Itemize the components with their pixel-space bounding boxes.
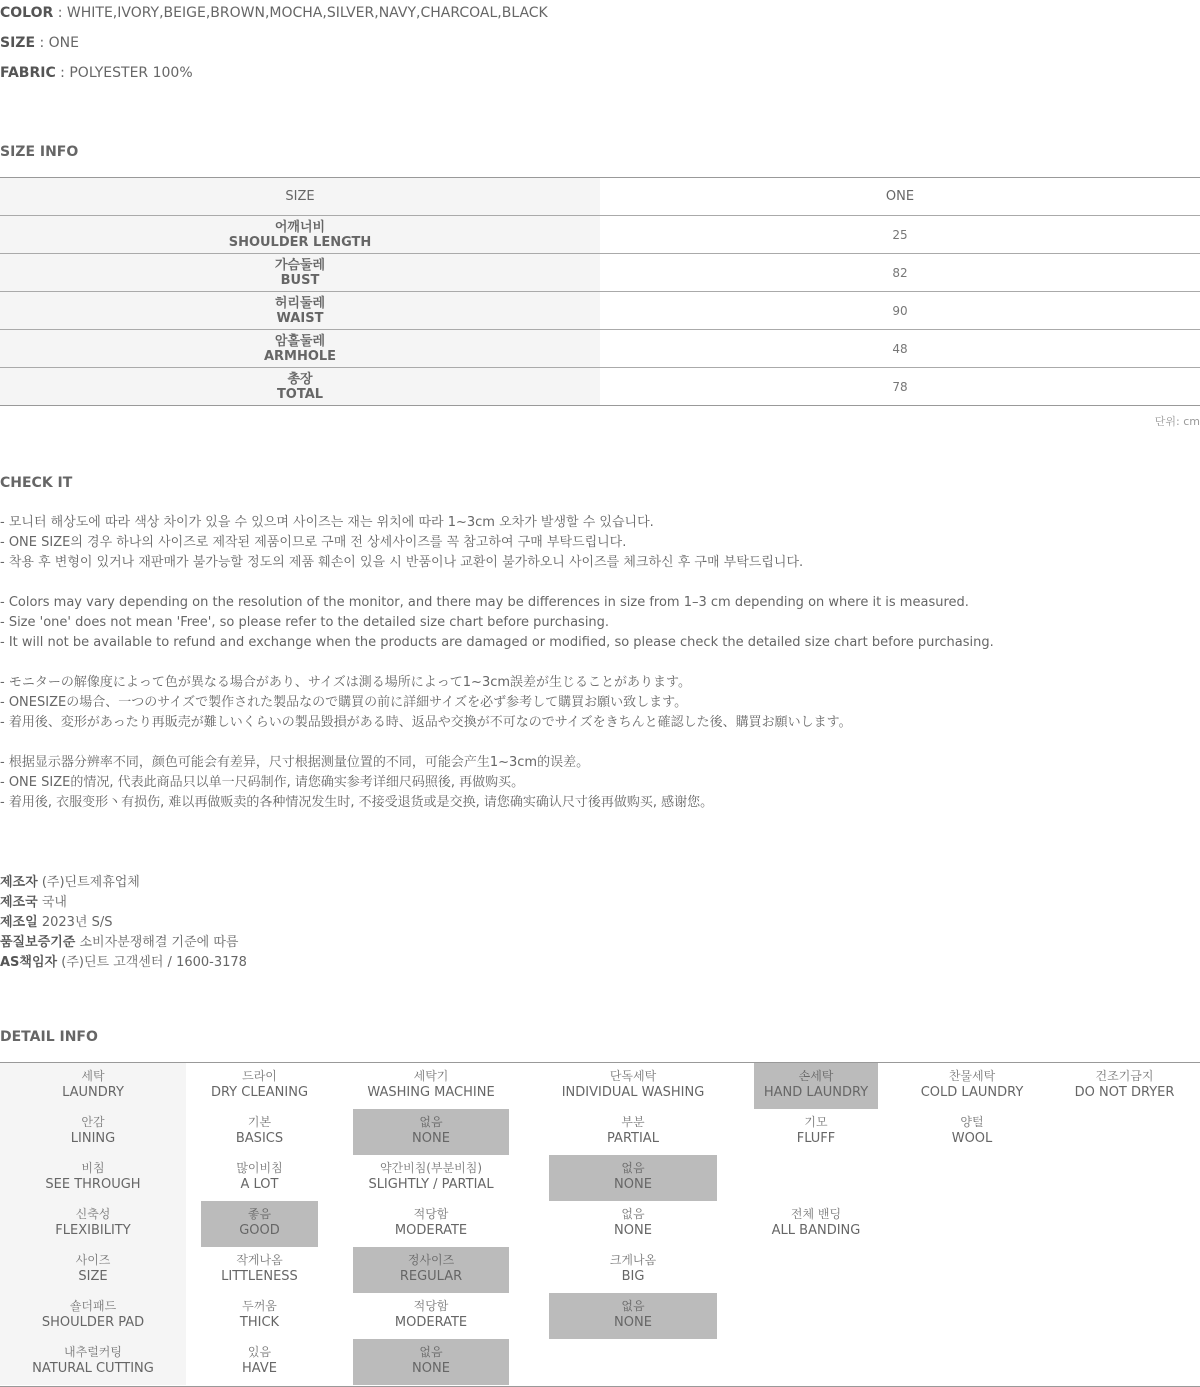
- detail-option-en: REGULAR: [399, 1269, 463, 1284]
- product-info: [0, 873, 247, 973]
- detail-option: [353, 1063, 509, 1109]
- detail-option-selected: [549, 1293, 717, 1339]
- product-info-value: (주)딘트 고객센터 / 1600-3178: [57, 955, 247, 970]
- detail-option-ko: 양털: [960, 1115, 984, 1129]
- measure-label-ko: 암홀둘레: [274, 333, 326, 349]
- note-line: - ONE SIZE의 경우 하나의 사이즈로 제작된 제품이므로 구매 전 상세사이즈를 꼭 참고하여 구매 부탁드립니다.: [0, 535, 627, 550]
- detail-head-ko: 숄더패드: [69, 1299, 117, 1313]
- detail-option-ko: 작게나옴: [236, 1253, 283, 1267]
- measure-label-ko: 가슴둘레: [274, 257, 326, 273]
- measure-label: [0, 216, 600, 254]
- detail-option-selected: [754, 1063, 878, 1109]
- detail-row-head: [0, 1155, 186, 1201]
- detail-option-en: DO NOT DRYER: [1074, 1085, 1175, 1100]
- detail-option-en: WOOL: [951, 1131, 993, 1146]
- measure-value: 90: [600, 292, 1200, 330]
- measure-label-ko: 어깨너비: [274, 219, 326, 235]
- detail-option-ko: 있음: [247, 1345, 272, 1359]
- detail-info-title: DETAIL INFO: [0, 1029, 98, 1045]
- size-header-right: ONE: [600, 178, 1200, 216]
- detail-option-en: A LOT: [240, 1177, 279, 1192]
- measure-value: 78: [892, 379, 908, 394]
- detail-option-en: GOOD: [239, 1223, 280, 1238]
- detail-option-ko: 부분: [621, 1115, 645, 1129]
- product-info-line: [0, 933, 247, 953]
- detail-option-selected: [201, 1201, 318, 1247]
- detail-option-ko: 정사이즈: [407, 1253, 455, 1267]
- product-info-line: [0, 953, 247, 973]
- product-info-value: 2023년 S/S: [37, 915, 113, 930]
- note-line: - 착용 후 변형이 있거나 재판매가 불가능할 정도의 제품 훼손이 있을 시 반품이나 교환이 불가하오니 사이즈를 체크하신 후 구매 부탁드립니다.: [0, 555, 804, 570]
- detail-option-ko: 적당함: [413, 1207, 449, 1221]
- detail-option-ko: 적당함: [413, 1299, 449, 1313]
- detail-info-table: [0, 1062, 1200, 1387]
- detail-head-en: FLEXIBILITY: [55, 1223, 131, 1238]
- detail-option-ko: 드라이: [242, 1069, 277, 1083]
- size-header-left: SIZE: [0, 178, 600, 216]
- measure-label-en: TOTAL: [276, 386, 324, 402]
- detail-row: [0, 1155, 1200, 1201]
- size-label: SIZE: [0, 35, 36, 51]
- detail-option: [353, 1293, 509, 1339]
- measure-label-en: BUST: [280, 272, 320, 288]
- fabric-spec: [0, 63, 193, 83]
- measure-label: [0, 292, 600, 330]
- detail-row-head: [0, 1201, 186, 1247]
- detail-option-en: ALL BANDING: [771, 1223, 861, 1238]
- detail-option-en: NONE: [614, 1315, 652, 1330]
- detail-option-ko: 세탁기: [413, 1069, 449, 1083]
- detail-option: [549, 1109, 717, 1155]
- detail-option-en: THICK: [239, 1315, 280, 1330]
- detail-head-en: SIZE: [78, 1269, 108, 1284]
- detail-option: [201, 1293, 318, 1339]
- detail-head-ko: 내추럴커팅: [64, 1345, 122, 1359]
- detail-option: [754, 1109, 878, 1155]
- detail-head-ko: 비침: [81, 1161, 105, 1175]
- detail-head-en: LINING: [70, 1131, 116, 1146]
- detail-option-en: LITTLENESS: [221, 1269, 298, 1284]
- note-line: - It will not be available to refund and exchange when the products are damaged or modified, so please check the detailed size chart before purchasing.: [0, 635, 994, 650]
- detail-head-ko: 세탁: [81, 1069, 105, 1083]
- detail-head-en: NATURAL CUTTING: [32, 1361, 154, 1376]
- measure-label-ko: 허리둘레: [274, 295, 326, 311]
- measure-label-en: ARMHOLE: [263, 348, 337, 364]
- detail-option-ko: 전체 밴딩: [790, 1207, 842, 1221]
- size-info-title: SIZE INFO: [0, 144, 79, 160]
- detail-option-ko: 크게나옴: [609, 1253, 657, 1267]
- size-value: : ONE: [35, 35, 79, 51]
- check-it-title: CHECK IT: [0, 475, 73, 491]
- check-it-notes: [0, 513, 994, 813]
- detail-option: [549, 1201, 717, 1247]
- unit-note: 단위: cm: [1154, 415, 1200, 428]
- note-line: - Colors may vary depending on the resolution of the monitor, and there may be differences in size from 1–3 cm depending on where it is measured.: [0, 595, 969, 610]
- detail-option-selected: [353, 1339, 509, 1385]
- detail-option-en: NONE: [412, 1361, 450, 1376]
- detail-option: [549, 1063, 717, 1109]
- fabric-label: FABRIC: [0, 65, 56, 81]
- detail-option-en: HAND LAUNDRY: [763, 1085, 869, 1100]
- detail-option-selected: [353, 1109, 509, 1155]
- detail-option: [353, 1155, 509, 1201]
- detail-row-head: [0, 1063, 186, 1109]
- detail-option-ko: 없음: [419, 1345, 443, 1359]
- detail-row-head: [0, 1293, 186, 1339]
- detail-option-ko: 없음: [419, 1115, 443, 1129]
- product-info-label: 제조자: [0, 875, 38, 890]
- measure-value: 82: [600, 254, 1200, 292]
- detail-option-selected: [549, 1155, 717, 1201]
- note-line: - ONESIZEの場合、一つのサイズで製作された製品なので購買の前に詳細サイズを必ず参考して購買お願い致します。: [0, 695, 688, 710]
- detail-option: [353, 1201, 509, 1247]
- detail-option-ko: 단독세탁: [609, 1069, 657, 1083]
- note-line: - 모니터 해상도에 따라 색상 차이가 있을 수 있으며 사이즈는 재는 위치에 따라 1~3cm 오차가 발생할 수 있습니다.: [0, 515, 654, 530]
- measure-label: [0, 330, 600, 368]
- product-info-line: [0, 913, 247, 933]
- size-table-header: [0, 178, 1200, 216]
- detail-option: [893, 1109, 1051, 1155]
- detail-row-head: [0, 1339, 186, 1385]
- detail-option-en: HAVE: [242, 1361, 277, 1376]
- size-spec: [0, 33, 79, 53]
- product-info-label: 제조국: [0, 895, 38, 910]
- detail-option-ko: 좋음: [247, 1207, 272, 1221]
- detail-option-en: MODERATE: [394, 1315, 468, 1330]
- color-value: : WHITE,IVORY,BEIGE,BROWN,MOCHA,SILVER,NAVY,CHARCOAL,BLACK: [53, 5, 548, 21]
- detail-option-ko: 기모: [804, 1115, 828, 1129]
- detail-head-ko: 안감: [81, 1115, 105, 1129]
- note-line: - 根据显示器分辨率不同，颜色可能会有差异，尺寸根据测量位置的不同，可能会产生1~3cm的误差。: [0, 755, 590, 770]
- detail-option-ko: 없음: [621, 1207, 645, 1221]
- detail-option-ko: 없음: [621, 1161, 645, 1175]
- detail-row-head: [0, 1247, 186, 1293]
- detail-option-ko: 기본: [247, 1115, 272, 1129]
- detail-option-en: MODERATE: [394, 1223, 468, 1238]
- detail-option-ko: 건조기금지: [1095, 1069, 1154, 1083]
- detail-option-en: SLIGHTLY / PARTIAL: [368, 1177, 494, 1192]
- detail-option-ko: 찬물세탁: [948, 1069, 996, 1083]
- detail-option-ko: 손세탁: [798, 1069, 834, 1083]
- detail-option: [201, 1155, 318, 1201]
- detail-option-selected: [353, 1247, 509, 1293]
- detail-option-ko: 없음: [621, 1299, 645, 1313]
- detail-option-ko: 많이비침: [236, 1161, 283, 1175]
- detail-head-en: SEE THROUGH: [45, 1177, 141, 1192]
- detail-option-en: INDIVIDUAL WASHING: [561, 1085, 705, 1100]
- measure-label-en: WAIST: [276, 310, 324, 326]
- detail-row: [0, 1247, 1200, 1293]
- detail-row: [0, 1063, 1200, 1109]
- table-row: [0, 330, 1200, 368]
- detail-option-en: NONE: [614, 1177, 652, 1192]
- table-row: [0, 216, 1200, 254]
- fabric-value: : POLYESTER 100%: [55, 65, 193, 81]
- product-info-value: 소비자분쟁해결 기준에 따름: [75, 935, 239, 950]
- product-info-label: AS책임자: [0, 955, 58, 970]
- detail-head-ko: 신축성: [75, 1207, 111, 1221]
- product-info-value: 국내: [37, 895, 67, 910]
- detail-option: [893, 1063, 1051, 1109]
- detail-option: [549, 1247, 717, 1293]
- detail-option: [201, 1247, 318, 1293]
- detail-option: [754, 1201, 878, 1247]
- color-spec: [0, 3, 548, 23]
- product-info-line: [0, 873, 247, 893]
- table-row: [0, 254, 1200, 292]
- product-info-line: [0, 893, 247, 913]
- detail-option-en: FLUFF: [796, 1131, 836, 1146]
- note-line: - Size 'one' does not mean 'Free', so please refer to the detailed size chart before purchasing.: [0, 615, 610, 630]
- detail-option-ko: 약간비침(부분비침): [379, 1161, 483, 1175]
- note-line: - 着用後, 衣服变形丶有损伤, 难以再做贩卖的各种情况发生时, 不接受退货或是交换, 请您确实确认尺寸後再做购买, 感谢您。: [0, 795, 714, 810]
- product-info-label: 품질보증기준: [0, 935, 76, 950]
- detail-option-en: WASHING MACHINE: [367, 1085, 495, 1100]
- measure-value: 25: [600, 216, 1200, 254]
- detail-option-en: DRY CLEANING: [210, 1085, 309, 1100]
- note-line: - 着用後、変形があったり再販売が難しいくらいの製品毀損がある時、返品や交換が不可なのでサイズをきちんと確認した後、購買お願いします。: [0, 715, 852, 730]
- detail-option: [201, 1063, 318, 1109]
- detail-option: [201, 1109, 318, 1155]
- size-table: [0, 177, 1200, 406]
- detail-row: [0, 1201, 1200, 1247]
- detail-option-en: NONE: [614, 1223, 652, 1238]
- detail-option-en: NONE: [412, 1131, 450, 1146]
- measure-label: [0, 368, 600, 406]
- detail-head-en: SHOULDER PAD: [41, 1315, 145, 1330]
- note-line: - ONE SIZE的情况, 代表此商品只以单一尺码制作, 请您确实参考详细尺码照後, 再做购买。: [0, 775, 525, 790]
- detail-option-en: BIG: [621, 1269, 645, 1284]
- detail-head-en: LAUNDRY: [62, 1085, 124, 1100]
- measure-label-ko: 총장: [287, 371, 313, 387]
- color-label: COLOR: [0, 5, 54, 21]
- measure-value: 48: [600, 330, 1200, 368]
- detail-row-head: [0, 1109, 186, 1155]
- detail-head-ko: 사이즈: [75, 1253, 111, 1267]
- detail-option-en: COLD LAUNDRY: [920, 1085, 1024, 1100]
- product-info-value: (주)딘트제휴업체: [37, 875, 140, 890]
- measure-label-en: SHOULDER LENGTH: [228, 234, 372, 250]
- detail-option: [201, 1339, 318, 1385]
- product-info-label: 제조일: [0, 915, 38, 930]
- detail-row: [0, 1293, 1200, 1339]
- detail-row: [0, 1339, 1200, 1385]
- table-row: [0, 368, 1200, 406]
- measure-label: [0, 254, 600, 292]
- table-row: [0, 292, 1200, 330]
- detail-option: [1049, 1063, 1200, 1109]
- detail-option-en: PARTIAL: [607, 1131, 659, 1146]
- detail-row: [0, 1109, 1200, 1155]
- note-line: - モニターの解像度によって色が異なる場合があり、サイズは測る場所によって1~3cm誤差が生じることがあります。: [0, 675, 691, 690]
- detail-option-en: BASICS: [235, 1131, 284, 1146]
- detail-option-ko: 두꺼움: [242, 1299, 277, 1313]
